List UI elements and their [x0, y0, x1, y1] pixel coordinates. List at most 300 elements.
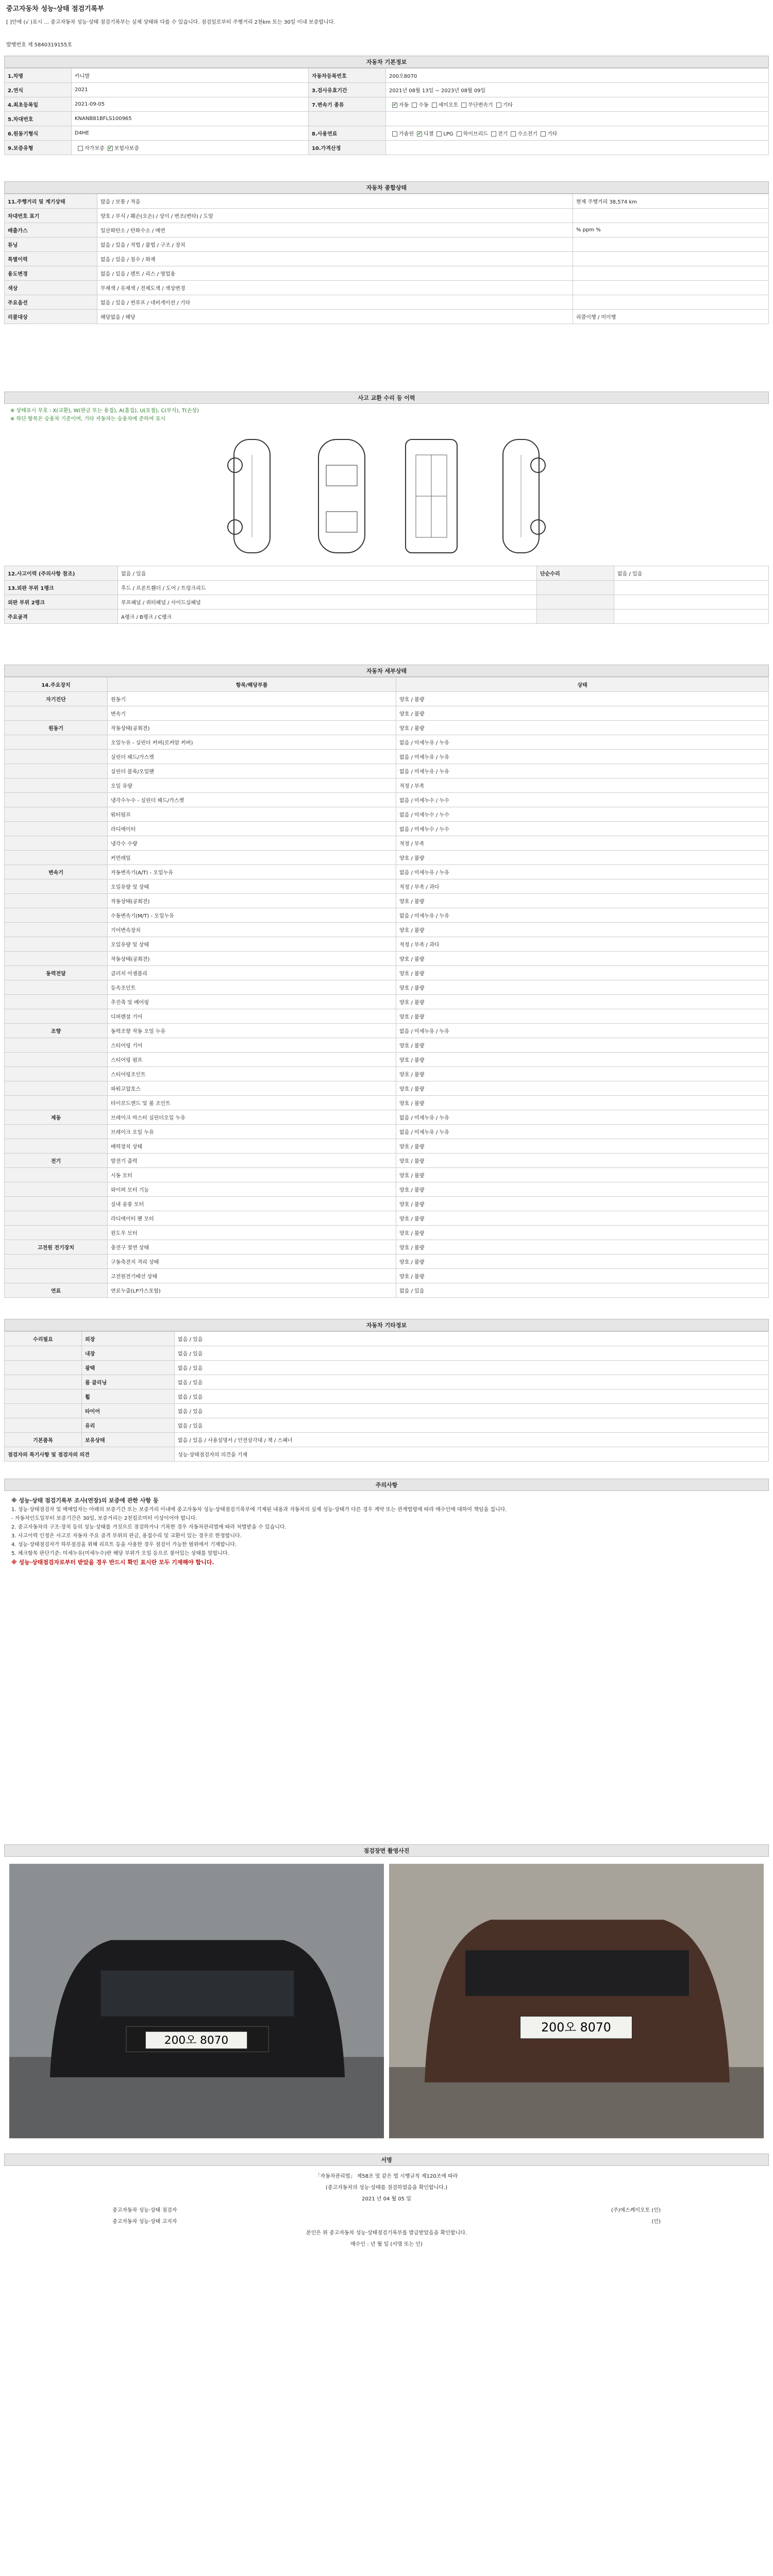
option-label: 보험사보증 — [114, 146, 139, 151]
summary-note — [573, 252, 769, 266]
caution-line: 4. 성능·상태점검자가 하부점검을 위해 리프트 등을 사용한 경우 점검이 가능한 범위에서 기재합니다. — [11, 1542, 237, 1548]
detail-group — [5, 1081, 108, 1096]
detail-row — [5, 822, 769, 836]
option-label: 자가보증 — [85, 146, 105, 151]
opinion-row — [5, 1447, 769, 1462]
etc-group — [5, 1404, 82, 1418]
detail-row — [5, 980, 769, 995]
photo-section — [4, 1844, 769, 2148]
detail-group — [5, 1168, 108, 1182]
detail-row — [5, 807, 769, 822]
checkbox — [417, 131, 422, 137]
first-reg-label: 4.최초등록일 — [5, 97, 72, 112]
checkbox — [541, 131, 546, 137]
detail-group — [5, 807, 108, 822]
car-name-value: 카니발 — [72, 69, 309, 83]
summary-section — [4, 181, 769, 387]
detail-row — [5, 1081, 769, 1096]
detail-status: 적정 / 부족 — [396, 778, 769, 793]
detail-group — [5, 851, 108, 865]
caution-head: ※ 성능·상태 점검기록부 조사(연장)의 보증에 관한 사항 등 — [11, 1497, 159, 1504]
detail-row — [5, 750, 769, 764]
detail-item: 변속기 — [108, 706, 396, 721]
detail-group — [5, 1053, 108, 1067]
year-value: 2021 — [72, 83, 309, 97]
detail-status: 양호 / 불량 — [396, 1038, 769, 1053]
summary-row — [5, 281, 769, 295]
option-label: 세미오토 — [438, 103, 459, 108]
detail-row — [5, 1226, 769, 1240]
detail-group — [5, 937, 108, 952]
detail-item: 실린더 헤드/가스켓 — [108, 750, 396, 764]
detail-status: 양호 / 불량 — [396, 1197, 769, 1211]
checkbox — [491, 131, 496, 137]
detail-group: 동력전달 — [5, 966, 108, 980]
sign-section — [4, 2154, 769, 2287]
checkbox — [432, 103, 437, 108]
summary-value: 없음 / 있음 / 침수 / 화재 — [97, 252, 573, 266]
detail-item: 라디에이터 팬 모터 — [108, 1211, 396, 1226]
detail-row — [5, 1096, 769, 1110]
summary-label: 튜닝 — [5, 238, 97, 252]
detail-item: 윈도우 모터 — [108, 1226, 396, 1240]
caution-line: - 자동차인도일부터 보증기간은 30일, 보증거리는 2천킬로미터 이상이어야 합니다. — [11, 1516, 197, 1521]
detail-status: 없음 / 미세누유 / 누유 — [396, 735, 769, 750]
caution-title: 주의사항 — [4, 1479, 769, 1491]
damage-label: 주요골격 — [5, 609, 118, 624]
detail-row — [5, 879, 769, 894]
detail-row — [5, 908, 769, 923]
year-label: 2.연식 — [5, 83, 72, 97]
sign-date: 2021 년 04 월 05 일 — [362, 2196, 411, 2202]
document-title: 중고자동차 성능·상태 점검기록부 — [6, 5, 104, 13]
etc-item: 휠 — [82, 1389, 175, 1404]
warranty-label: 9.보증유형 — [5, 141, 72, 155]
etc-group — [5, 1418, 82, 1433]
summary-note — [573, 281, 769, 295]
motor-value: D4HE — [72, 126, 309, 141]
detail-row — [5, 1139, 769, 1154]
detail-row — [5, 1024, 769, 1038]
checkbox — [392, 103, 397, 108]
etc-status: 없음 / 있음 — [175, 1375, 769, 1389]
detail-row — [5, 1125, 769, 1139]
detail-row — [5, 952, 769, 966]
detail-group: 자기진단 — [5, 692, 108, 706]
notifier-value: (인) — [651, 2219, 661, 2225]
detail-row — [5, 1255, 769, 1269]
summary-label: 특별이력 — [5, 252, 97, 266]
option-label: 전기 — [497, 131, 508, 137]
summary-row — [5, 266, 769, 281]
detail-group — [5, 1269, 108, 1283]
detail-row — [5, 1211, 769, 1226]
sign-line-2: (중고자동차의 성능·상태를 점검하였음을 확인합니다.) — [325, 2185, 448, 2191]
etc-row — [5, 1433, 769, 1447]
summary-value: 양호 / 부식 / 훼손(오손) / 상이 / 변조(변타) / 도말 — [97, 209, 573, 223]
detail-status: 없음 / 미세누수 / 누수 — [396, 822, 769, 836]
damage-value-2 — [614, 595, 769, 609]
detail-head-cell: 14.주요장치 — [5, 677, 108, 692]
detail-group — [5, 836, 108, 851]
summary-value: 일산화탄소 / 탄화수소 / 매연 — [97, 223, 573, 238]
summary-row — [5, 295, 769, 310]
summary-row — [5, 209, 769, 223]
detail-row — [5, 836, 769, 851]
detail-item: 등속조인트 — [108, 980, 396, 995]
summary-note: 리콜이행 / 미이행 — [573, 310, 769, 324]
car-front-photo — [9, 1862, 384, 2140]
detail-group — [5, 1038, 108, 1053]
damage-row — [5, 609, 769, 624]
detail-table — [4, 677, 769, 1298]
detail-status: 양호 / 불량 — [396, 1269, 769, 1283]
detail-status: 적정 / 부족 / 과다 — [396, 879, 769, 894]
etc-status: 없음 / 있음 — [175, 1346, 769, 1361]
detail-group: 연료 — [5, 1283, 108, 1298]
caution-section — [4, 1479, 769, 1839]
etc-section — [4, 1319, 769, 1473]
damage-label-2 — [537, 595, 614, 609]
detail-status: 없음 / 미세누수 / 누수 — [396, 807, 769, 822]
detail-item: 수동변속기(M/T) - 오일누유 — [108, 908, 396, 923]
damage-value-2: 없음 / 있음 — [614, 566, 769, 581]
option-label: LPG — [443, 131, 453, 137]
detail-title: 자동차 세부상태 — [4, 665, 769, 677]
etc-row — [5, 1389, 769, 1404]
fuel-label: 8.사용연료 — [309, 126, 386, 141]
detail-group — [5, 980, 108, 995]
basic-info-section — [4, 56, 769, 174]
detail-item: 파워고압호스 — [108, 1081, 396, 1096]
checkbox — [108, 146, 113, 151]
detail-group — [5, 1125, 108, 1139]
etc-row — [5, 1332, 769, 1346]
receive-line-1: 본인은 위 중고자동차 성능·상태점검기록부를 발급받았음을 확인합니다. — [306, 2230, 467, 2236]
detail-status: 없음 / 미세누유 / 누유 — [396, 1110, 769, 1125]
detail-item: 오일 유량 — [108, 778, 396, 793]
detail-group — [5, 778, 108, 793]
detail-row — [5, 1053, 769, 1067]
detail-row — [5, 721, 769, 735]
summary-note: 현재 주행거리 38,574 km — [573, 194, 769, 209]
photo-title: 점검장면 촬영사진 — [4, 1844, 769, 1857]
detail-item: 자동변속기(A/T) - 오일누유 — [108, 865, 396, 879]
detail-status: 양호 / 불량 — [396, 1096, 769, 1110]
checkbox — [392, 131, 397, 137]
trans-label: 7.변속기 종류 — [309, 97, 386, 112]
detail-status: 없음 / 있음 — [396, 1283, 769, 1298]
etc-title: 자동차 기타정보 — [4, 1319, 769, 1331]
detail-item: 스티어링조인트 — [108, 1067, 396, 1081]
detail-group — [5, 908, 108, 923]
detail-status: 양호 / 불량 — [396, 1240, 769, 1255]
opinion-label: 점검자의 특기사항 및 점검자의 의견 — [5, 1447, 175, 1462]
etc-item: 외장 — [82, 1332, 175, 1346]
etc-status: 없음 / 있음 — [175, 1332, 769, 1346]
summary-label: 배출가스 — [5, 223, 97, 238]
summary-note — [573, 238, 769, 252]
detail-status: 양호 / 불량 — [396, 1154, 769, 1168]
notifier-label: 중고자동차 성능·상태 고지자 — [112, 2219, 177, 2225]
detail-item: 실린더 블록/오일팬 — [108, 764, 396, 778]
detail-group — [5, 952, 108, 966]
detail-status: 없음 / 미세누유 / 누유 — [396, 908, 769, 923]
detail-group — [5, 735, 108, 750]
detail-item: 오일유량 및 상태 — [108, 937, 396, 952]
detail-status: 양호 / 불량 — [396, 1081, 769, 1096]
detail-status: 양호 / 불량 — [396, 1226, 769, 1240]
car-name-label: 1.차명 — [5, 69, 72, 83]
checkbox — [436, 131, 442, 137]
detail-row — [5, 1067, 769, 1081]
detail-row — [5, 764, 769, 778]
detail-group — [5, 1255, 108, 1269]
warranty-options — [72, 141, 309, 155]
inspector-value: (주)에스케이오토 (인) — [611, 2208, 661, 2213]
etc-item: 내장 — [82, 1346, 175, 1361]
detail-status: 없음 / 미세누유 / 누유 — [396, 865, 769, 879]
detail-status: 양호 / 불량 — [396, 692, 769, 706]
detail-status: 없음 / 미세누유 / 누유 — [396, 750, 769, 764]
price-value — [386, 141, 769, 155]
detail-item: 작동상태(공회전) — [108, 894, 396, 908]
detail-status: 양호 / 불량 — [396, 1053, 769, 1067]
option-label: 기타 — [502, 103, 513, 108]
summary-note — [573, 266, 769, 281]
basic-info-table — [4, 68, 769, 155]
option-label: 디젤 — [423, 131, 434, 137]
option-label: 무단변속기 — [468, 103, 493, 108]
detail-status: 양호 / 불량 — [396, 706, 769, 721]
detail-row — [5, 1240, 769, 1255]
detail-group — [5, 706, 108, 721]
car-underbody-view — [393, 434, 470, 558]
etc-group: 수리필요 — [5, 1332, 82, 1346]
checkbox — [457, 131, 462, 137]
detail-group — [5, 793, 108, 807]
detail-status: 양호 / 불량 — [396, 851, 769, 865]
checkbox — [461, 103, 466, 108]
summary-note — [573, 209, 769, 223]
option-label: 하이브리드 — [463, 131, 488, 137]
option-label: 기타 — [547, 131, 558, 137]
damage-value: 루프패널 / 쿼터패널 / 사이드실패널 — [118, 595, 537, 609]
detail-item: 동력조향 작동 오일 누유 — [108, 1024, 396, 1038]
summary-label: 11.주행거리 및 계기상태 — [5, 194, 97, 209]
detail-item: 브레이크 마스터 실린더오일 누유 — [108, 1110, 396, 1125]
etc-status: 없음 / 있음 — [175, 1389, 769, 1404]
detail-status: 양호 / 불량 — [396, 721, 769, 735]
detail-row — [5, 1154, 769, 1168]
detail-row — [5, 1269, 769, 1283]
detail-row — [5, 1168, 769, 1182]
detail-row — [5, 1197, 769, 1211]
detail-item: 기어변속장치 — [108, 923, 396, 937]
summary-title: 자동차 종합상태 — [4, 181, 769, 194]
detail-item: 구동축전지 격리 상태 — [108, 1255, 396, 1269]
detail-row — [5, 1283, 769, 1298]
detail-item: 스티어링 펌프 — [108, 1053, 396, 1067]
sign-line-1: 「자동차관리법」 제58조 및 같은 법 시행규칙 제120조에 따라 — [315, 2174, 458, 2179]
summary-label: 주요옵션 — [5, 295, 97, 310]
damage-value-2 — [614, 609, 769, 624]
caution-line: 1. 성능·상태점검자 및 매매업자는 아래의 보증기간 또는 보증거리 이내에 중고자동차 성능·상태점검기록부에 기재된 내용과 자동차의 실제 성능·상태가 다른 경우 계약 또는 관계법령에 따라 매수인에 대하여 책임을 집니다. — [11, 1507, 507, 1513]
detail-group — [5, 1067, 108, 1081]
summary-value: 많음 / 보통 / 적음 — [97, 194, 573, 209]
basic-info-title: 자동차 기본정보 — [4, 56, 769, 68]
car-rear-photo — [389, 1862, 764, 2140]
detail-status: 양호 / 불량 — [396, 1009, 769, 1024]
damage-row — [5, 581, 769, 595]
damage-table — [4, 566, 769, 624]
car-right-view — [482, 434, 560, 558]
etc-group — [5, 1361, 82, 1375]
damage-row — [5, 566, 769, 581]
damage-label-2: 단순수리 — [537, 566, 614, 581]
checkbox — [78, 146, 83, 151]
detail-item: 고전원전기배선 상태 — [108, 1269, 396, 1283]
rear-plate-text: 200오 8070 — [541, 2020, 611, 2035]
reg-no-label: 자동차등록번호 — [309, 69, 386, 83]
valid-label: 3.검사유효기간 — [309, 83, 386, 97]
detail-group — [5, 1211, 108, 1226]
damage-value: 없음 / 있음 — [118, 566, 537, 581]
detail-status: 양호 / 불량 — [396, 966, 769, 980]
detail-item: 라디에이터 — [108, 822, 396, 836]
summary-row — [5, 310, 769, 324]
detail-group — [5, 879, 108, 894]
detail-item: 오일누유 - 실린더 커버(로커암 커버) — [108, 735, 396, 750]
detail-row — [5, 1182, 769, 1197]
detail-row — [5, 995, 769, 1009]
detail-item: 실내 송풍 모터 — [108, 1197, 396, 1211]
receive-line-2: 매수인 : 년 월 일 (서명 또는 인) — [350, 2242, 423, 2247]
summary-note — [573, 295, 769, 310]
detail-group — [5, 750, 108, 764]
etc-status: 없음 / 있음 — [175, 1418, 769, 1433]
etc-item: 룸 클리닝 — [82, 1375, 175, 1389]
sign-title: 서명 — [4, 2154, 769, 2166]
option-label: 가솔린 — [399, 131, 414, 137]
summary-value: 없음 / 있음 / 적법 / 불법 / 구조 / 장치 — [97, 238, 573, 252]
detail-head-cell: 항목/해당부품 — [108, 677, 396, 692]
detail-status: 양호 / 불량 — [396, 952, 769, 966]
etc-item: 광택 — [82, 1361, 175, 1375]
detail-status: 양호 / 불량 — [396, 923, 769, 937]
detail-row — [5, 966, 769, 980]
caution-line: 2. 중고자동차의 구조·장치 등의 성능·상태를 거짓으로 점검하거나 기록한 경우 자동차관리법에 따라 처벌받을 수 있습니다. — [11, 1524, 287, 1530]
detail-item: 브레이크 오일 누유 — [108, 1125, 396, 1139]
detail-row — [5, 894, 769, 908]
cert-number: 발행번호 제 5840319155호 — [6, 42, 72, 48]
car-top-view — [303, 434, 380, 558]
detail-item: 타이로드엔드 및 볼 조인트 — [108, 1096, 396, 1110]
detail-row — [5, 1009, 769, 1024]
summary-table — [4, 194, 769, 324]
caution-line: 5. 체크항목 판단기준: 미세누유(미세누수)란 해당 부위가 오일 등으로 젖어있는 상태를 말합니다. — [11, 1551, 229, 1556]
detail-group: 전기 — [5, 1154, 108, 1168]
detail-group — [5, 1139, 108, 1154]
detail-item: 와이퍼 모터 기능 — [108, 1182, 396, 1197]
detail-group — [5, 1197, 108, 1211]
detail-group — [5, 923, 108, 937]
summary-note: % ppm % — [573, 223, 769, 238]
etc-row — [5, 1404, 769, 1418]
detail-status: 없음 / 미세누유 / 누유 — [396, 1024, 769, 1038]
detail-group: 고전원 전기장치 — [5, 1240, 108, 1255]
etc-status: 없음 / 있음 — [175, 1361, 769, 1375]
detail-row — [5, 735, 769, 750]
damage-label: 12.사고이력 (주의사항 참조) — [5, 566, 118, 581]
summary-value: 해당없음 / 해당 — [97, 310, 573, 324]
damage-label: 13.외판 부위 1랭크 — [5, 581, 118, 595]
detail-item: 추진축 및 베어링 — [108, 995, 396, 1009]
damage-value: 후드 / 프론트휀더 / 도어 / 트렁크리드 — [118, 581, 537, 595]
detail-item: 연료누출(LP가스포함) — [108, 1283, 396, 1298]
detail-item: 냉각수누수 - 실린더 헤드/가스켓 — [108, 793, 396, 807]
detail-group — [5, 1009, 108, 1024]
detail-status: 적정 / 부족 / 과다 — [396, 937, 769, 952]
detail-row — [5, 778, 769, 793]
checkbox — [511, 131, 516, 137]
inspector-label: 중고자동차 성능·상태 점검자 — [112, 2208, 177, 2213]
summary-label: 용도변경 — [5, 266, 97, 281]
etc-group — [5, 1375, 82, 1389]
detail-row — [5, 851, 769, 865]
first-reg-value: 2021-09-05 — [72, 97, 309, 112]
detail-group: 제동 — [5, 1110, 108, 1125]
detail-item: 발전기 출력 — [108, 1154, 396, 1168]
detail-status: 양호 / 불량 — [396, 1139, 769, 1154]
detail-item: 스티어링 기어 — [108, 1038, 396, 1053]
detail-item: 디퍼렌셜 기어 — [108, 1009, 396, 1024]
detail-status: 양호 / 불량 — [396, 1182, 769, 1197]
damage-label: 외판 부위 2랭크 — [5, 595, 118, 609]
notice-text: [ ]안에 (√ )표시 ... 중고자동차 성능·상태 점검기록부는 실제 상태와 다를 수 있습니다. 점검일로부터 주행거리 2천km 또는 30일 이내 보증합니다. — [6, 20, 335, 25]
summary-row — [5, 238, 769, 252]
etc-item: 타이어 — [82, 1404, 175, 1418]
detail-item: 클러치 어셈블리 — [108, 966, 396, 980]
detail-item: 작동상태(공회전) — [108, 721, 396, 735]
detail-item: 시동 모터 — [108, 1168, 396, 1182]
detail-row — [5, 1038, 769, 1053]
etc-row — [5, 1418, 769, 1433]
valid-value: 2021년 08월 13일 ~ 2023년 08월 09일 — [386, 83, 769, 97]
detail-group — [5, 822, 108, 836]
front-plate-text: 200오 8070 — [164, 2033, 229, 2047]
detail-group: 변속기 — [5, 865, 108, 879]
price-label: 10.가격산정 — [309, 141, 386, 155]
damage-title: 사고 교환 수리 등 이력 — [4, 392, 769, 404]
damage-legend-2: ※ 하단 항목은 승용차 기준이며, 기타 자동차는 승용차에 준하여 표시 — [10, 416, 165, 422]
etc-table — [4, 1331, 769, 1462]
detail-row — [5, 793, 769, 807]
detail-row — [5, 865, 769, 879]
etc-status: 없음 / 있음 / 사용설명서 / 안전삼각대 / 잭 / 스패너 — [175, 1433, 769, 1447]
caution-footer: ※ 성능·상태점검자로부터 받았을 경우 반드시 확인 표시란 모두 기재해야 합니다. — [11, 1559, 214, 1566]
vin-label: 5.차대번호 — [5, 112, 72, 126]
etc-item: 보유상태 — [82, 1433, 175, 1447]
etc-group — [5, 1346, 82, 1361]
detail-item: 워터펌프 — [108, 807, 396, 822]
damage-legend-1: ※ 상태표시 부호 : X(교환), W(판금 또는 용접), A(흠집), U(요철), C(부식), T(손상) — [10, 408, 199, 414]
summary-row — [5, 194, 769, 209]
trans-options — [386, 97, 769, 112]
detail-group — [5, 1182, 108, 1197]
detail-group — [5, 995, 108, 1009]
detail-row — [5, 1110, 769, 1125]
